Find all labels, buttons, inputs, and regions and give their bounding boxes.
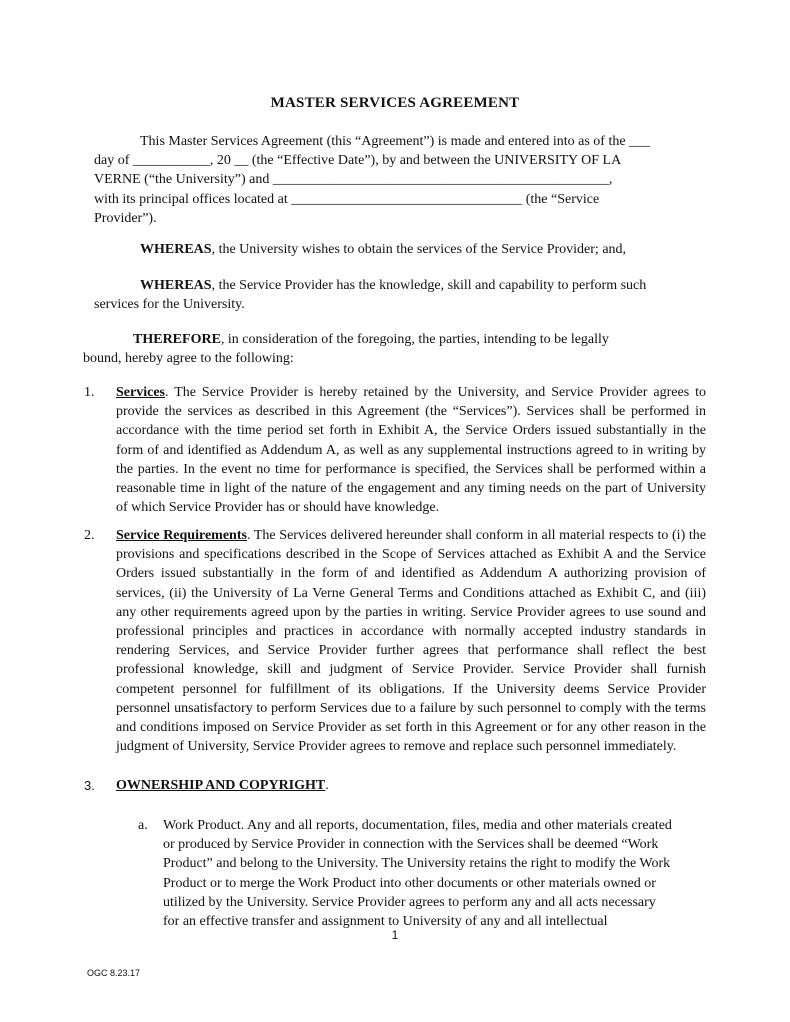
therefore-text: , in consideration of the foregoing, the parties, intending to be legally <box>220 332 609 347</box>
subsection-line: utilized by the University. Service Provider agrees to perform any and all acts necessary <box>163 894 656 910</box>
subsection-line: Product or to merge the Work Product into other documents or other materials owned or <box>163 875 656 891</box>
whereas-text-continued: services for the University. <box>94 297 245 313</box>
whereas-text: , the University wishes to obtain the services of the Service Provider; and, <box>211 242 627 257</box>
subsection-work-product <box>138 816 706 931</box>
subsection-line: Work Product. Any and all reports, documentation, files, media and other materials created <box>163 818 672 833</box>
section-service-requirements <box>84 526 706 756</box>
whereas-keyword: WHEREAS <box>140 242 212 257</box>
subsection-letter: a. <box>138 818 148 833</box>
intro-line: with its principal offices located at _________________________________ (the “Service <box>94 191 600 207</box>
section-text: . <box>325 778 329 793</box>
therefore-keyword: THEREFORE <box>133 332 221 347</box>
intro-line: VERNE (“the University”) and ________________________________________________, <box>94 172 613 188</box>
section-text: . The Service Provider is hereby retained by the University, and Service Provider agrees to provide the services as described in this Agreement (the “Services”). Services shall be performed in accordance with the time period set forth in Exhibit A, the Service Orders issued substantially in the form of and identified as Addendum A, as well as any supplemental instructions agreed to in writing by the parties. In the event no time for performance is specified, the Services shall be performed within a reasonable time in light of the nature of the engagement and any timing needs on the part of University of which Service Provider has or should have knowledge. <box>116 385 706 516</box>
document-title: MASTER SERVICES AGREEMENT <box>270 95 520 111</box>
section-number: 1. <box>84 385 95 400</box>
intro-line: day of ___________, 20 __ (the “Effective Date”), by and between the UNIVERSITY OF LA <box>94 153 622 169</box>
page-number: 1 <box>391 928 399 942</box>
intro-paragraph <box>94 132 694 228</box>
section-heading: Service Requirements <box>116 528 247 543</box>
subsection-line: Product” and belong to the University. The University retains the right to modify the Work <box>163 856 671 872</box>
subsection-line: or produced by Service Provider in connection with the Services shall be deemed “Work <box>163 837 659 853</box>
whereas-clause-1 <box>140 240 700 259</box>
section-heading: OWNERSHIP AND COPYRIGHT <box>116 778 326 793</box>
whereas-text: , the Service Provider has the knowledge, skill and capability to perform such <box>211 278 647 293</box>
section-ownership-copyright <box>84 776 706 795</box>
subsection-line: for an effective transfer and assignment to University of any and all intellectual <box>163 914 608 930</box>
intro-line: This Master Services Agreement (this “Agreement”) is made and entered into as of the ___ <box>140 134 651 149</box>
section-number: 2. <box>84 528 95 543</box>
whereas-keyword: WHEREAS <box>140 278 212 293</box>
footer-code: OGC 8.23.17 <box>87 968 141 978</box>
therefore-text-continued: bound, hereby agree to the following: <box>83 351 294 367</box>
section-heading: Services <box>116 385 165 400</box>
intro-line: Provider”). <box>94 210 157 226</box>
section-number: 3. <box>84 778 95 793</box>
therefore-clause <box>83 330 703 368</box>
section-text: . The Services delivered hereunder shall conform in all material respects to (i) the provisions and specifications described in the Scope of Services attached as Exhibit A and the Service Orders issued substantially in the form of and identified as Addendum A authorizing provision of services, (ii) the University of La Verne General Terms and Conditions attached as Exhibit C, and (iii) any other requirements agreed upon by the parties in writing. Service Provider agrees to use sound and professional principles and practices in accordance with normally accepted industry standards in rendering Services, and Service Provider further agrees that performance shall reflect the best professional knowledge, skill and judgment of Service Provider. Service Provider shall furnish competent personnel for fulfillment of its obligations. If the University deems Service Provider personnel unsatisfactory to perform Services due to a failure by such personnel to comply with the terms and conditions imposed on Service Provider as set forth in this Agreement or for any other reason in the judgment of University, Service Provider agrees to remove and replace such personnel immediately. <box>116 528 706 755</box>
whereas-clause-2 <box>94 276 706 314</box>
section-services <box>84 383 706 517</box>
